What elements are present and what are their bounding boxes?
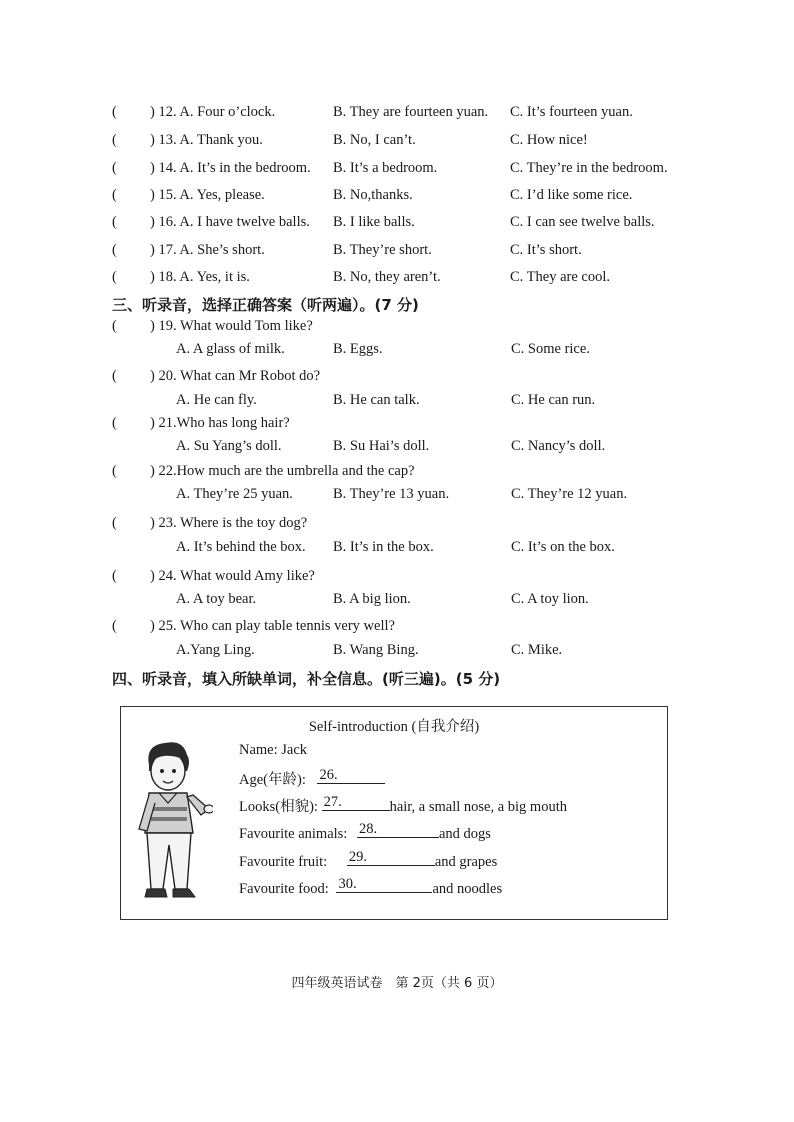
option-b: B. They’re 13 yuan. [333, 486, 450, 502]
blank-number: 26. [319, 767, 338, 783]
section3-heading: 三、听录音，选择正确答案（听两遍）。(7 分) [112, 296, 419, 314]
answer-paren[interactable]: ( [112, 368, 117, 384]
option-b: B. No, they aren’t. [333, 269, 441, 285]
option-b: B. I like balls. [333, 214, 415, 230]
options-row-20 [0, 389, 794, 411]
option-b: B. It’s in the box. [333, 539, 434, 555]
options-row-22 [0, 483, 794, 505]
option-a: A. A toy bear. [176, 591, 257, 607]
answer-paren[interactable]: ( [112, 132, 117, 148]
food-line [239, 876, 502, 898]
options-row-24 [0, 588, 794, 610]
question-text: ) 23. Where is the toy dog? [150, 515, 308, 531]
question-text: ) 22.How much are the umbrella and the cap? [150, 463, 415, 479]
blank-number: 29. [348, 849, 367, 865]
option-c: C. Some rice. [511, 341, 590, 357]
option-b: B. Wang Bing. [333, 642, 419, 658]
option-c: C. Mike. [511, 642, 563, 658]
question-row-22 [0, 460, 794, 482]
question-row-21 [0, 412, 794, 434]
animals-blank[interactable] [357, 821, 439, 838]
question-row-19 [0, 315, 794, 337]
question-text: ) 20. What can Mr Robot do? [150, 368, 321, 384]
question-text: ) 24. What would Amy like? [150, 568, 315, 584]
option-b: B. Su Hai’s doll. [333, 438, 430, 454]
question-row-25 [0, 615, 794, 637]
option-b: B. It’s a bedroom. [333, 160, 438, 176]
question-row-17 [0, 239, 794, 261]
fruit-line [239, 849, 497, 871]
answer-paren[interactable]: ( [112, 187, 117, 203]
question-row-20 [0, 365, 794, 387]
looks-rest: hair, a small nose, a big mouth [389, 799, 567, 815]
question-text: ) 17. A. She’s short. [150, 242, 265, 258]
answer-paren[interactable]: ( [112, 618, 117, 634]
page-footer: 四年级英语试卷 第 2页（共 6 页） [291, 976, 503, 991]
option-c: C. I can see twelve balls. [510, 214, 655, 230]
question-text: ) 16. A. I have twelve balls. [150, 214, 310, 230]
options-row-21 [0, 435, 794, 457]
looks-line [239, 794, 567, 816]
option-b: B. Eggs. [333, 341, 383, 357]
box-title: Self-introduction (自我介绍) [308, 719, 480, 735]
blank-number: 28. [358, 821, 378, 837]
options-row-19 [0, 338, 794, 360]
question-text: ) 14. A. It’s in the bedroom. [150, 160, 311, 176]
option-a: A. They’re 25 yuan. [176, 486, 293, 502]
option-c: C. It’s on the box. [511, 539, 615, 555]
answer-paren[interactable]: ( [112, 415, 117, 431]
question-text: ) 12. A. Four o’clock. [150, 104, 276, 120]
question-text: ) 21.Who has long hair? [150, 415, 290, 431]
question-text: ) 18. A. Yes, it is. [150, 269, 250, 285]
option-b: B. A big lion. [333, 591, 411, 607]
option-c: C. I’d like some rice. [510, 187, 633, 203]
food-blank[interactable] [336, 876, 432, 893]
question-text: ) 25. Who can play table tennis very well? [150, 618, 395, 634]
food-label: Favourite food: [239, 881, 329, 897]
option-b: B. No,thanks. [333, 187, 413, 203]
options-row-25 [0, 639, 794, 661]
question-row-23 [0, 512, 794, 534]
option-c: C. Nancy’s doll. [511, 438, 606, 454]
question-row-14 [0, 157, 794, 179]
looks-blank[interactable] [322, 794, 390, 811]
fruit-label: Favourite fruit: [239, 854, 328, 870]
answer-paren[interactable]: ( [112, 318, 117, 334]
option-c: C. How nice! [510, 132, 588, 148]
option-c: C. A toy lion. [511, 591, 589, 607]
animals-label: Favourite animals: [239, 826, 348, 842]
animals-line [239, 821, 491, 843]
answer-paren[interactable]: ( [112, 463, 117, 479]
self-introduction-box [120, 706, 668, 920]
options-row-23 [0, 536, 794, 558]
answer-paren[interactable]: ( [112, 269, 117, 285]
question-text: ) 19. What would Tom like? [150, 318, 313, 334]
name-line: Name: Jack [239, 742, 308, 758]
question-row-24 [0, 565, 794, 587]
food-rest: and noodles [432, 881, 503, 897]
age-blank[interactable] [317, 767, 385, 784]
option-a: A.Yang Ling. [176, 642, 255, 658]
option-a: A. He can fly. [176, 392, 257, 408]
option-c: C. It’s fourteen yuan. [510, 104, 633, 120]
answer-paren[interactable]: ( [112, 214, 117, 230]
option-b: B. They are fourteen yuan. [333, 104, 489, 120]
option-b: B. He can talk. [333, 392, 420, 408]
answer-paren[interactable]: ( [112, 568, 117, 584]
option-c: C. They’re 12 yuan. [511, 486, 628, 502]
answer-paren[interactable]: ( [112, 515, 117, 531]
age-label: Age(年龄): [239, 772, 306, 788]
blank-number: 30. [338, 876, 357, 892]
question-text: ) 15. A. Yes, please. [150, 187, 265, 203]
looks-label: Looks(相貌): [239, 799, 318, 815]
option-c: C. It’s short. [510, 242, 582, 258]
option-c: C. They’re in the bedroom. [510, 160, 668, 176]
boy-illustration [135, 737, 213, 907]
answer-paren[interactable]: ( [112, 160, 117, 176]
fruit-rest: and grapes [434, 854, 498, 870]
question-row-12 [0, 101, 794, 123]
option-a: A. A glass of milk. [176, 341, 285, 357]
answer-paren[interactable]: ( [112, 104, 117, 120]
blank-number: 27. [323, 794, 342, 810]
fruit-blank[interactable] [347, 849, 435, 866]
animals-rest: and dogs [438, 826, 491, 842]
question-text: ) 13. A. Thank you. [150, 132, 263, 148]
question-row-13 [0, 129, 794, 151]
option-c: C. They are cool. [510, 269, 610, 285]
question-row-18 [0, 266, 794, 288]
option-b: B. No, I can’t. [333, 132, 416, 148]
option-a: A. Su Yang’s doll. [176, 438, 282, 454]
section4-heading: 四、听录音，填入所缺单词，补全信息。(听三遍)。(5 分) [112, 670, 501, 688]
answer-paren[interactable]: ( [112, 242, 117, 258]
option-a: A. It’s behind the box. [176, 539, 306, 555]
option-b: B. They’re short. [333, 242, 432, 258]
question-row-15 [0, 184, 794, 206]
age-line [239, 767, 385, 789]
option-c: C. He can run. [511, 392, 596, 408]
question-row-16 [0, 211, 794, 233]
